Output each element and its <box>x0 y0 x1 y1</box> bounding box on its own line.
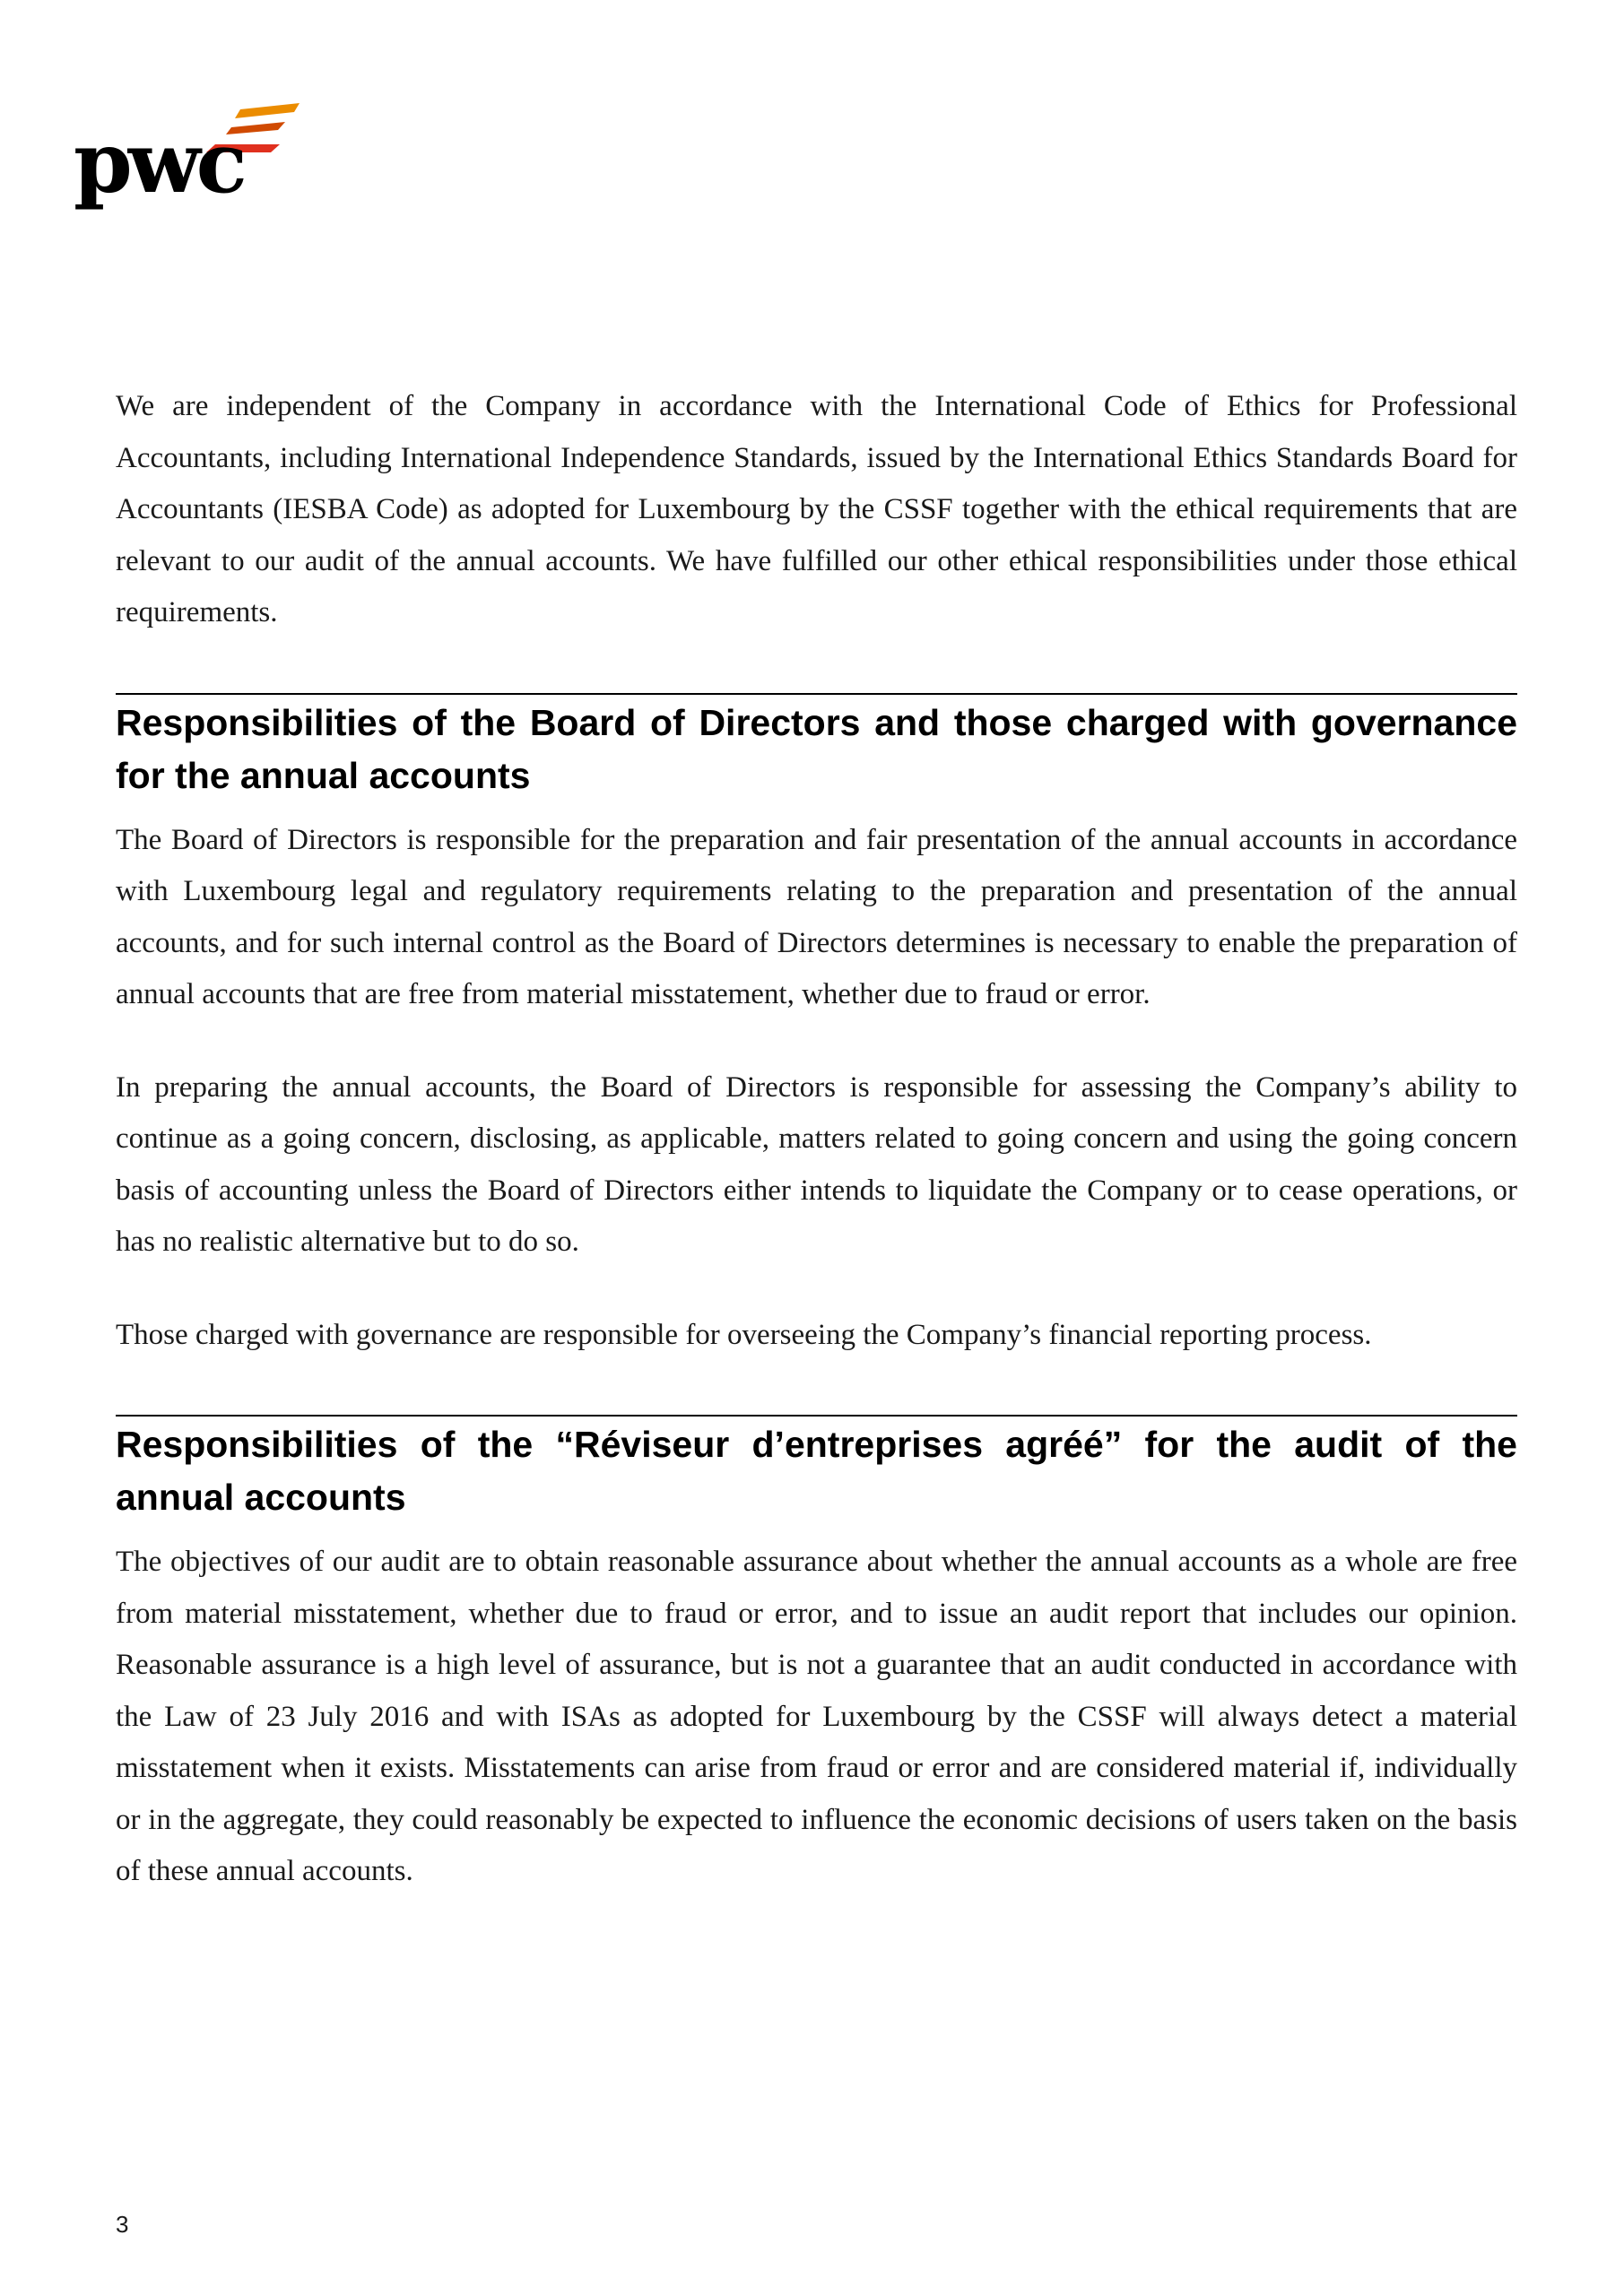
section-heading-reviseur: Responsibilities of the “Réviseur d’entreprises agréé” for the audit of the annual accounts <box>116 1424 1517 1518</box>
section-board-responsibilities <box>116 693 1517 1362</box>
section-reviseur-responsibilities <box>116 1415 1517 1898</box>
pwc-logo <box>72 100 314 226</box>
document-body <box>116 381 1517 1898</box>
page-number: 3 <box>116 2211 129 2238</box>
intro-paragraph: We are independent of the Company in accordance with the International Code of Ethics for Professional Accountants, including International Independence Standards, issued by the International Ethics Standards Board for Accountants (IESBA Code) as adopted for Luxembourg by the CSSF together with the ethical requirements that are relevant to our audit of the annual accounts. We have fulfilled our other ethical responsibilities under those ethical requirements. <box>116 390 1517 628</box>
logo-accent-bar-orange <box>235 103 300 118</box>
reviseur-paragraph-1: The objectives of our audit are to obtain reasonable assurance about whether the annual accounts as a whole are free from material misstatement, whether due to fraud or error, and to issue an audit report that includes our opinion. Reasonable assurance is a high level of assurance, but is not a guarantee that an audit conducted in accordance with the Law of 23 July 2016 and with ISAs as adopted for Luxembourg by the CSSF will always detect a material misstatement when it exists. Misstatements can arise from fraud or error and are considered material if, individually or in the aggregate, they could reasonably be expected to influence the economic decisions of users taken on the basis of these annual accounts. <box>116 1546 1517 1887</box>
board-paragraph-2: In preparing the annual accounts, the Board of Directors is responsible for assessing the Company’s ability to continue as a going concern, disclosing, as applicable, matters related to going concern and using the going concern basis of accounting unless the Board of Directors either intends to liquidate the Company or to cease operations, or has no realistic alternative but to do so. <box>116 1070 1517 1258</box>
logo-wordmark: pwc <box>74 114 243 212</box>
section-heading-board: Responsibilities of the Board of Directors and those charged with governance for the annual accounts <box>116 701 1517 796</box>
board-paragraph-3: Those charged with governance are responsible for overseeing the Company’s financial reporting process. <box>116 1318 1372 1351</box>
board-paragraph-1: The Board of Directors is responsible for the preparation and fair presentation of the annual accounts in accordance with Luxembourg legal and regulatory requirements relating to the preparation and presentation of the annual accounts, and for such internal control as the Board of Directors determines is necessary to enable the preparation of annual accounts that are free from material misstatement, whether due to fraud or error. <box>116 823 1517 1010</box>
